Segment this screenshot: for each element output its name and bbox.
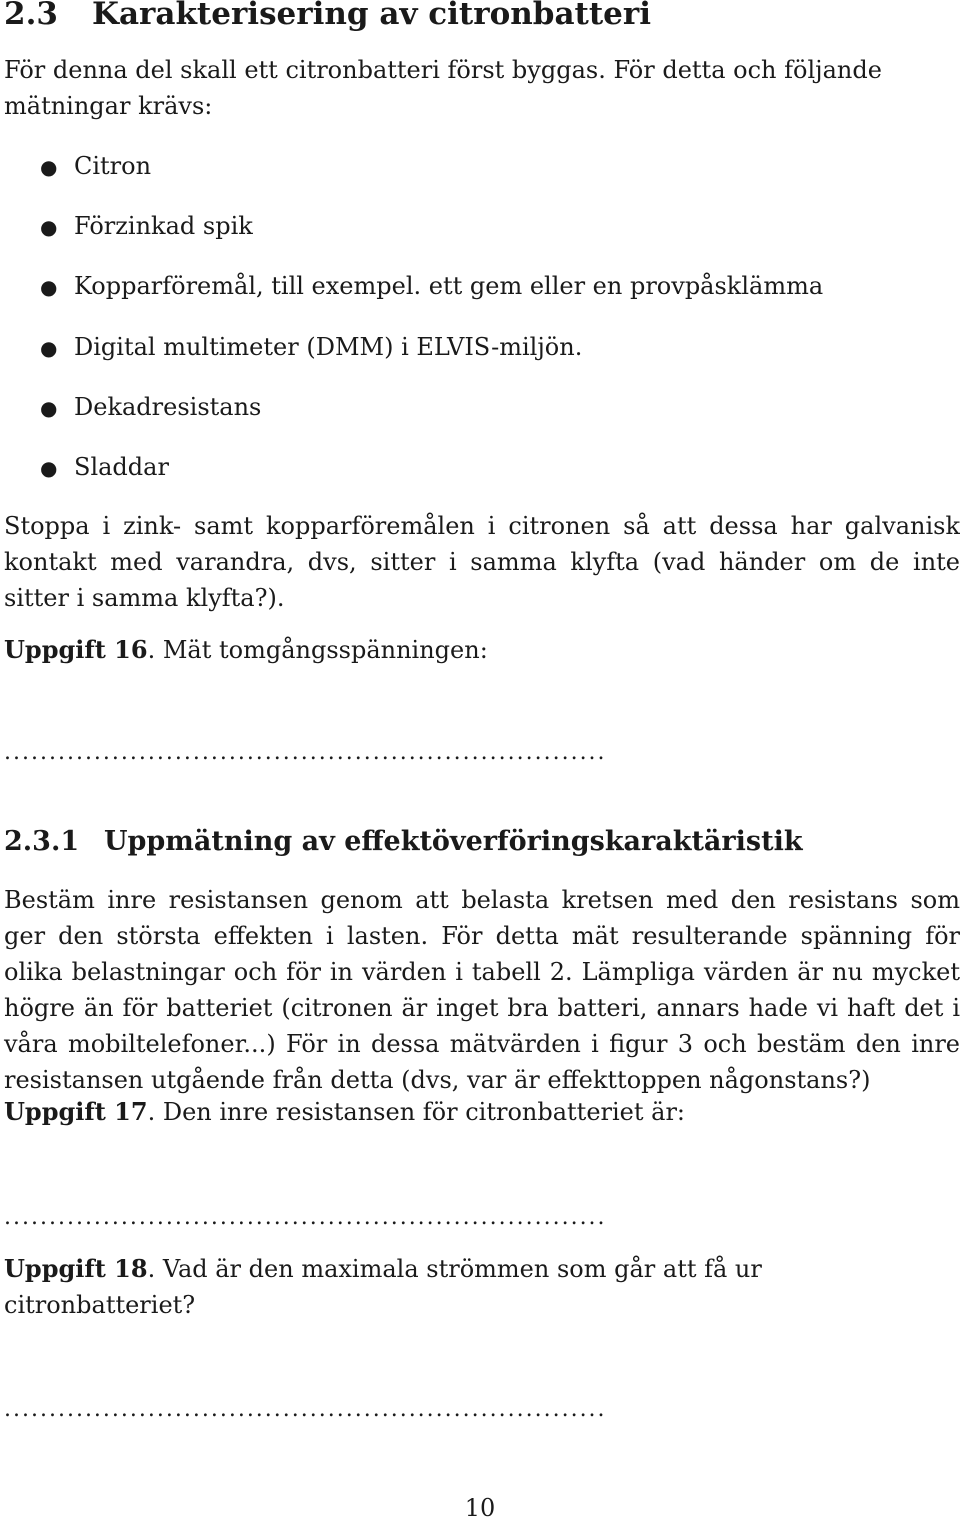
task-16-text: . Mät tomgångsspänningen: bbox=[147, 636, 488, 664]
task-17 bbox=[4, 1094, 960, 1130]
section-heading bbox=[4, 0, 651, 32]
bullet-icon: ● bbox=[40, 275, 58, 299]
task-17-text: . Den inre resistansen för citronbatteriet är: bbox=[147, 1098, 686, 1126]
list-item: ● Dekadresistans bbox=[40, 389, 261, 426]
page-number: 10 bbox=[464, 1494, 496, 1522]
list-item: ● Sladdar bbox=[40, 449, 169, 486]
bullet-icon: ● bbox=[40, 396, 58, 420]
task-18 bbox=[4, 1251, 960, 1323]
bullet-icon: ● bbox=[40, 456, 58, 480]
subsection-paragraph: Bestäm inre resistansen genom att belasta kretsen med den resistans som ger den största effekten i lasten. För detta mät resulterande spänning för olika belastningar och för in värden i tabell 2. Lämpliga värden är nu mycket högre än för batteriet (citronen är inget bra batteri, annars hade vi haft det i våra mobiltelefoner...) För in dessa mätvärden i figur 3 och bestäm den inre resistansen utgående från detta (dvs, var är effekttoppen någonstans?) bbox=[4, 886, 960, 1094]
list-item: ● Förzinkad spik bbox=[40, 208, 253, 245]
task-16-label: Uppgift 16 bbox=[4, 635, 148, 664]
answer-line-17: ................................................................... bbox=[4, 1205, 607, 1230]
list-item: ● Kopparföremål, till exempel. ett gem eller en provpåsklämma bbox=[40, 268, 823, 305]
task-18-text: . Vad är den maximala strömmen som går att få ur citronbatteriet? bbox=[4, 1255, 762, 1319]
bullet-icon: ● bbox=[40, 155, 58, 179]
subsection-title: Uppmätning av effektöverföringskaraktäristik bbox=[104, 826, 803, 857]
list-item: ● Digital multimeter (DMM) i ELVIS-miljön. bbox=[40, 329, 582, 366]
section-number: 2.3 bbox=[4, 0, 58, 32]
list-item: ● Citron bbox=[40, 148, 151, 185]
answer-line-16: ................................................................... bbox=[4, 740, 607, 765]
bullet-icon: ● bbox=[40, 215, 58, 239]
task-17-label: Uppgift 17 bbox=[4, 1097, 148, 1126]
section-title: Karakterisering av citronbatteri bbox=[92, 0, 652, 32]
task-18-label: Uppgift 18 bbox=[4, 1254, 148, 1283]
instruction-paragraph: Stoppa i zink- samt kopparföremålen i citronen så att dessa har galvanisk kontakt med varandra, dvs, sitter i samma klyfta (vad händer om de inte sitter i samma klyfta?). bbox=[4, 512, 960, 612]
bullet-icon: ● bbox=[40, 336, 58, 360]
intro-paragraph: För denna del skall ett citronbatteri först byggas. För detta och följande mätningar krävs: bbox=[4, 56, 882, 120]
subsection-heading bbox=[4, 826, 803, 857]
task-16 bbox=[4, 632, 960, 668]
answer-line-18: ................................................................... bbox=[4, 1397, 607, 1422]
subsection-number: 2.3.1 bbox=[4, 826, 80, 857]
